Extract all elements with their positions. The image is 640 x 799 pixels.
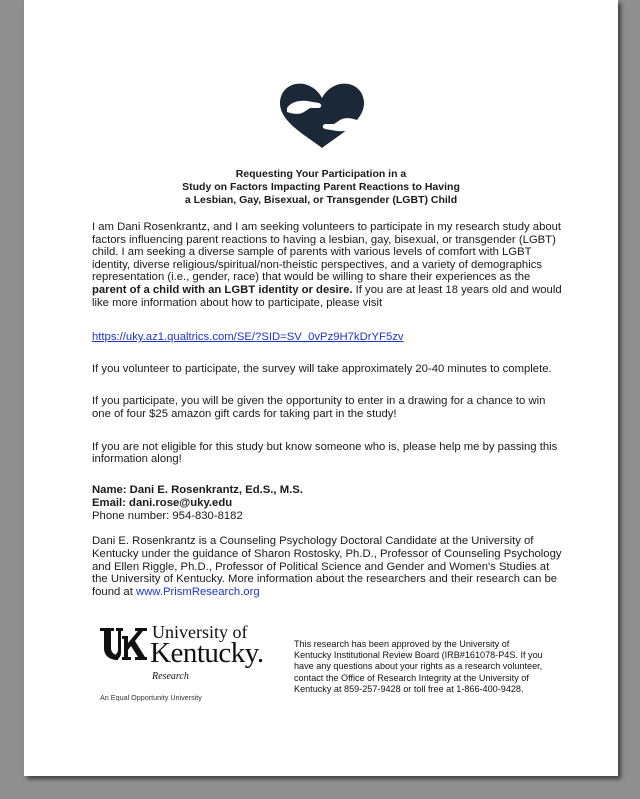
irb-notice: This research has been approved by the University of Kentucky Institutional Review Board (IRB#161078-P4S. If you have any questions about your rights as a research volunteer, contact the Office of Research Integrity at the University of Kentucky at 859-257-9428 or toll free at 1-866-400-9428.	[294, 639, 543, 694]
contact-phone: Phone number: 954-830-8182	[92, 510, 243, 523]
title-line-3: a Lesbian, Gay, Bisexual, or Transgender (LGBT) Child	[184, 194, 458, 206]
intro-text: I am Dani Rosenkrantz, and I am seeking volunteers to participate in my research study about factors influencing parent reactions to having a lesbian, gay, bisexual, or transgender (LGBT) child. I am seeking a diverse sample of parents with various levels of comfort with LGBT identity, diverse religious/spiritual/non-theistic perspectives, and a variety of demographics representation (i.e., gender, race) that would be willing to share their experiences as the	[92, 221, 562, 284]
prism-research-link[interactable]: www.PrismResearch.org	[135, 585, 260, 598]
uk-research: Research	[152, 671, 189, 682]
contact-name: Name: Dani E. Rosenkrantz, Ed.S., M.S.	[92, 483, 303, 496]
uk-kentucky: Kentucky.	[150, 637, 264, 669]
intro-paragraph	[92, 221, 562, 309]
title-line-2: Study on Factors Impacting Parent Reactions to Having	[182, 181, 460, 193]
survey-link-paragraph	[92, 331, 562, 344]
referral-paragraph: If you are not eligible for this study but know someone who is, please help me by passing this information along!	[92, 440, 558, 466]
intro-text-end: If you are at least 18 years old and would like more information about how to participate, please visit	[92, 283, 562, 309]
flyer-title	[104, 168, 538, 207]
bio-text: Dani E. Rosenkrantz is a Counseling Psychology Doctoral Candidate at the University of Kentucky under the guidance of Sharon Rostosky, Ph.D., Professor of Counseling Psychology and Ellen Riggle, Ph.D., Professor of Political Science and Gender and Women's Studies at the University of Kentucky. More information about the researchers and their research can be found at	[92, 535, 562, 598]
contact-email: Email: dani.rose@uky.edu	[92, 496, 233, 509]
flyer-body	[92, 221, 562, 611]
uk-equal-opportunity: An Equal Opportunity University	[100, 693, 202, 702]
time-paragraph: If you volunteer to participate, the survey will take approximately 20-40 minutes to complete.	[92, 362, 552, 375]
heart-hands-icon	[277, 82, 367, 150]
uk-logo-icon	[98, 626, 148, 664]
flyer-page	[24, 0, 618, 776]
contact-block	[92, 484, 562, 524]
uk-university-of: University of	[152, 622, 248, 642]
title-line-1: Requesting Your Participation in a	[235, 168, 407, 180]
uk-logo	[98, 622, 298, 706]
survey-link[interactable]: https://uky.az1.qualtrics.com/SE/?SID=SV_0vPz9H7kDrYF5zv	[92, 331, 404, 344]
intro-bold-text: parent of a child with an LGBT identity or desire.	[92, 283, 353, 296]
bio-paragraph	[92, 535, 562, 598]
drawing-paragraph: If you participate, you will be given the opportunity to enter in a drawing for a chance to win one of four $25 amazon gift cards for taking part in the study!	[92, 395, 546, 420]
